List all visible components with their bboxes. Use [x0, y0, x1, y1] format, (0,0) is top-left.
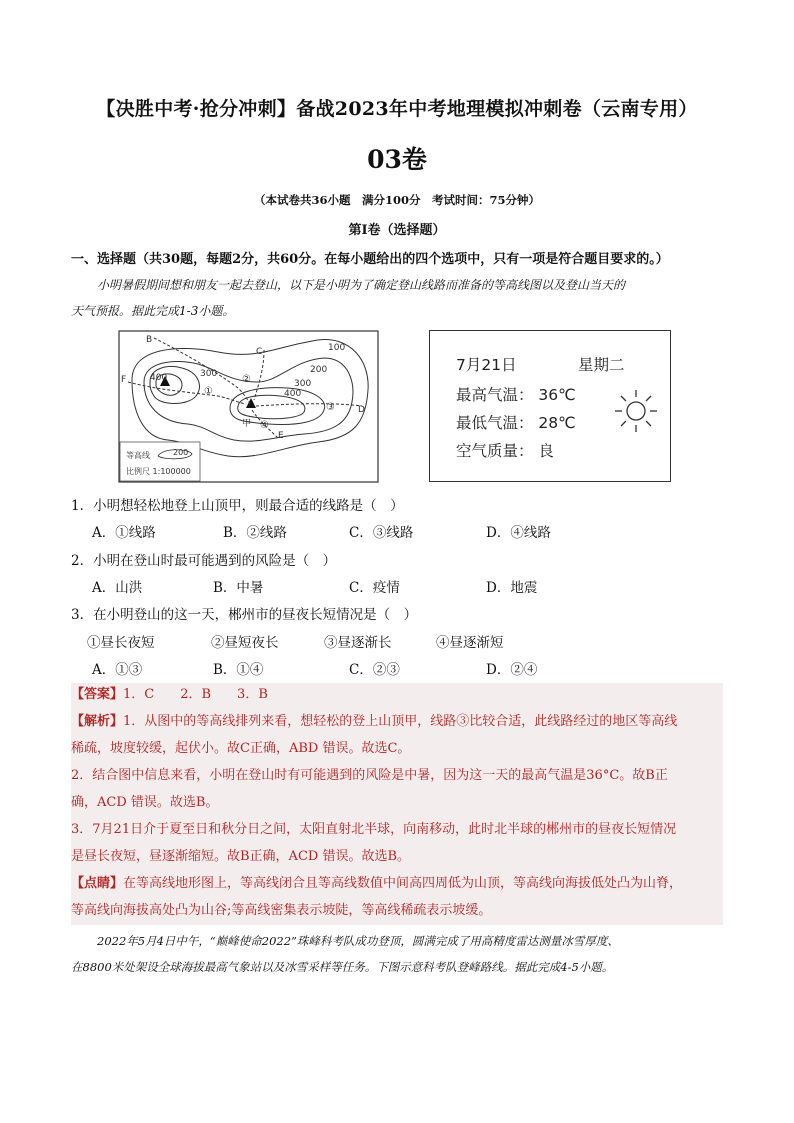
passage-1-line-1: 小明暑假期间想和朋友一起去登山，以下是小明为了确定登山线路而准备的等高线图以及登山当天的: [97, 278, 626, 292]
q3-option-c[interactable]: C．②③: [349, 662, 400, 678]
label-d: D: [358, 405, 365, 415]
analysis-line-2: 稀疏，坡度较缓，起伏小。故C正确，ABD 错误。故选C。: [71, 741, 411, 756]
weather-weekday: 星期二: [578, 356, 625, 374]
contour-map: [118, 330, 380, 484]
analysis-line-5: 3．7月21日介于夏至日和秋分日之间，太阳直射北半球，向南移动，此时北半球的郴州市的昼夜长短情况: [71, 822, 677, 837]
weather-max-temp: 最高气温： 36℃: [456, 386, 576, 404]
answer-text: 1．C 2．B 3．B: [123, 687, 268, 702]
label-jia: 甲: [242, 419, 252, 429]
legend-contour-value: 200: [173, 448, 189, 457]
question-2-stem: 2．小明在登山时最可能遇到的风险是（ ）: [71, 553, 337, 569]
route-label-4: ④: [260, 420, 269, 431]
legend-contour-label: 等高线: [126, 451, 150, 460]
contour-label-300-west: 300: [200, 369, 218, 379]
question-1-stem: 1．小明想轻松地登上山顶甲，则最合适的线路是（ ）: [71, 498, 404, 514]
q3-statement-1: ①昼长夜短: [87, 635, 155, 651]
label-e: E: [278, 431, 284, 441]
contour-label-200: 200: [310, 365, 328, 375]
analysis-line-6: 是昼长夜短，昼逐渐缩短。故B正确，ACD 错误。故选B。: [71, 849, 410, 864]
passage-2-line-1: 2022年5月4日中午，“巅峰使命2022”珠峰科考队成功登顶，圆满完成了用高精度雷达测量冰雪厚度、: [97, 934, 619, 948]
contour-label-300-east: 300: [294, 379, 312, 389]
label-b: B: [146, 335, 153, 345]
q1-option-b[interactable]: B．②线路: [223, 525, 287, 541]
q3-statement-3: ③昼逐渐长: [324, 635, 392, 651]
tips-line-1: [71, 870, 723, 897]
legend-scale: 比例尺 1:100000: [126, 467, 191, 476]
analysis-line-3: 2．结合图中信息来看，小明在登山时有可能遇到的风险是中暑，因为这一天的最高气温是36°C。故B正: [71, 768, 668, 783]
analysis-tag: 【解析】: [71, 714, 124, 729]
question-3-stem: 3．在小明登山的这一天，郴州市的昼夜长短情况是（ ）: [71, 607, 418, 623]
answer-line: [71, 681, 723, 708]
q3-option-a[interactable]: A．①③: [92, 662, 143, 678]
weather-min-temp: 最低气温： 28℃: [456, 414, 576, 432]
sun-icon: [612, 387, 660, 435]
analysis-line-1: [71, 708, 723, 735]
weather-forecast: [429, 330, 671, 482]
contour-label-400-west: 400: [150, 373, 168, 383]
contour-label-400-east: 400: [284, 389, 302, 399]
q2-option-a[interactable]: A．山洪: [92, 580, 143, 596]
route-label-3: ③: [326, 402, 335, 413]
section-heading: 一、选择题（共30题，每题2分，共60分。在每小题给出的四个选项中，只有一项是符合题目要求的。）: [71, 252, 669, 267]
q1-option-d[interactable]: D．④线路: [486, 525, 551, 541]
q1-option-a[interactable]: A．①线路: [92, 525, 156, 541]
q3-option-d[interactable]: D．②④: [486, 662, 538, 678]
q3-statement-4: ④昼逐渐短: [436, 635, 504, 651]
q3-statement-2: ②昼短夜长: [211, 635, 279, 651]
label-f: F: [121, 375, 127, 385]
analysis-text-1: 1．从图中的等高线排列来看，想轻松的登上山顶甲，线路③比较合适，此线路经过的地区等高线: [123, 714, 678, 729]
label-c: C: [256, 347, 263, 357]
tips-text-1: 在等高线地形图上，等高线闭合且等高线数值中间高四周低为山顶，等高线向海拔低处凸为山脊，: [123, 876, 683, 891]
volume-title: 03卷: [367, 145, 427, 174]
passage-1: [71, 272, 733, 324]
route-label-2: ②: [242, 374, 251, 385]
answer-tag: 【答案】: [71, 687, 124, 702]
contour-label-100: 100: [328, 343, 346, 353]
analysis-line-4: 确，ACD 错误。故选B。: [71, 795, 219, 810]
q1-option-c[interactable]: C．③线路: [349, 525, 414, 541]
q3-option-b[interactable]: B．①④: [213, 662, 264, 678]
passage-2-line-2: 在8800米处架设全球海拔最高气象站以及冰雪采样等任务。下图示意科考队登峰路线。据此完成4-5小题。: [71, 960, 614, 974]
weather-date: 7月21日: [456, 356, 517, 374]
weather-air-quality: 空气质量： 良: [456, 442, 554, 460]
answer-analysis-block: [71, 683, 723, 925]
passage-1-line-2: 天气预报。据此完成1-3小题。: [71, 304, 235, 318]
tips-line-2: 等高线向海拔高处凸为山谷;等高线密集表示坡陡，等高线稀疏表示坡缓。: [71, 903, 492, 918]
route-label-1: ①: [204, 386, 213, 397]
exam-info: （本试卷共36小题 满分100分 考试时间：75分钟）: [253, 193, 540, 207]
q2-option-d[interactable]: D．地震: [486, 580, 538, 596]
q2-option-c[interactable]: C．疫情: [349, 580, 400, 596]
tips-tag: 【点睛】: [71, 876, 124, 891]
passage-2: [71, 928, 733, 980]
part-title: 第Ⅰ卷（选择题）: [348, 223, 446, 238]
q2-option-b[interactable]: B．中暑: [213, 580, 264, 596]
page-title: 【决胜中考·抢分冲刺】备战2023年中考地理模拟冲刺卷（云南专用）: [96, 98, 698, 120]
